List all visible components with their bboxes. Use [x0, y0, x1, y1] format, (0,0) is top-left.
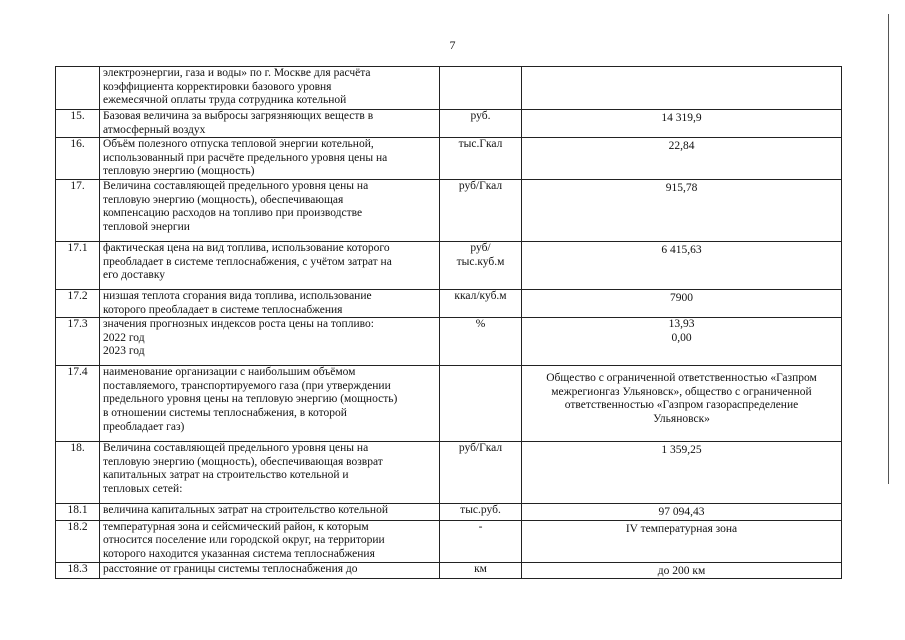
row-description-line: Базовая величина за выбросы загрязняющих веществ в: [103, 110, 374, 122]
row-description: [100, 442, 440, 504]
row-unit: [440, 289, 522, 317]
row-description-line: коэффициента корректировки базового уровня: [103, 80, 332, 93]
row-description: [100, 67, 440, 110]
row-value-line: 13,93: [668, 318, 695, 331]
row-description-line: преобладает газ): [103, 420, 185, 433]
row-unit-line: руб/: [470, 241, 491, 254]
row-value: [522, 318, 842, 366]
row-value: [522, 67, 842, 110]
row-number: 17.1: [56, 241, 100, 289]
row-description: [100, 562, 440, 579]
row-value-line: ответственностью «Газпром газораспределение: [564, 399, 799, 412]
row-value: [522, 138, 842, 180]
row-description: [100, 179, 440, 241]
row-description: [100, 138, 440, 180]
row-value: [522, 110, 842, 138]
row-description-line: расстояние от границы системы теплоснабжения до: [103, 562, 358, 575]
row-number: 17.3: [56, 318, 100, 366]
row-description-line: капитальных затрат на строительство котельной и: [103, 469, 349, 482]
row-unit-line: руб/Гкал: [458, 179, 503, 192]
row-value-line: 97 094,43: [658, 506, 705, 519]
table-row: [56, 289, 842, 317]
row-value: [522, 504, 842, 521]
row-description-line: использованный при расчёте предельного уровня цены на: [103, 151, 388, 164]
page-number: 7: [449, 38, 456, 52]
row-description-line: которого находится указанная система теплоснабжения: [103, 547, 375, 560]
row-unit: [440, 504, 522, 521]
row-description-line: фактическая цена на вид топлива, использование которого: [103, 241, 390, 254]
row-number: 18.3: [56, 562, 100, 579]
row-value: [522, 241, 842, 289]
row-value: [522, 520, 842, 562]
table-row: [56, 520, 842, 562]
row-number: 18.2: [56, 520, 100, 562]
row-description-line: Величина составляющей предельного уровня цены на: [103, 442, 369, 455]
table-row: [56, 504, 842, 521]
table-row: [56, 241, 842, 289]
row-value-line: 14 319,9: [661, 112, 702, 124]
row-description-line: которого преобладает в системе теплоснабжения: [103, 303, 343, 316]
row-description-line: Объём полезного отпуска тепловой энергии котельной,: [103, 138, 374, 151]
row-number: 18.: [56, 442, 100, 504]
row-number: [56, 67, 100, 110]
row-value: [522, 179, 842, 241]
row-unit: [440, 138, 522, 180]
row-description: [100, 241, 440, 289]
row-description-line: его доставку: [103, 269, 166, 282]
row-number: 17.4: [56, 366, 100, 442]
row-description-line: наименование организации с наибольшим объёмом: [103, 366, 356, 379]
row-unit-line: руб.: [470, 110, 491, 122]
row-unit: [440, 110, 522, 138]
table-row: [56, 562, 842, 579]
row-value: [522, 562, 842, 579]
row-description-line: ежемесячной оплаты труда сотрудника котельной: [103, 94, 347, 107]
row-unit: [440, 67, 522, 110]
row-value-line: 915,78: [665, 181, 698, 194]
row-unit-line: ккал/куб.м: [454, 289, 507, 302]
row-number: 18.1: [56, 504, 100, 521]
row-description-line: предельного уровня цены на тепловую энергию (мощность): [103, 393, 398, 406]
row-number: 17.: [56, 179, 100, 241]
row-unit-line: %: [475, 318, 486, 331]
row-value-line: IV температурная зона: [625, 522, 738, 535]
row-unit-line: -: [478, 520, 483, 533]
row-description-line: атмосферный воздух: [103, 123, 206, 136]
row-description: [100, 520, 440, 562]
row-unit-line: руб/Гкал: [458, 442, 503, 455]
row-value: [522, 289, 842, 317]
table-row: [56, 318, 842, 366]
table-row: [56, 138, 842, 180]
row-value-line: Общество с ограниченной ответственностью «Газпром: [546, 372, 817, 385]
row-value-line: 22,84: [668, 140, 695, 153]
table-row: [56, 179, 842, 241]
row-value-line: 6 415,63: [661, 243, 702, 256]
row-description-line: в отношении системы теплоснабжения, в которой: [103, 406, 347, 419]
row-value: [522, 366, 842, 442]
row-unit: [440, 520, 522, 562]
table-row: [56, 442, 842, 504]
row-value-line: межрегионгаз Ульяновск», общество с ограниченной: [551, 385, 812, 398]
row-number: 16.: [56, 138, 100, 180]
row-description-line: относится поселение или городской округ, на территории: [103, 534, 385, 547]
row-unit-line: км: [474, 562, 487, 575]
row-description-line: тепловой энергии: [103, 220, 190, 233]
row-value: [522, 442, 842, 504]
row-description-line: поставляемого, транспортируемого газа (при утверждении: [103, 379, 391, 392]
table-row: [56, 110, 842, 138]
row-description-line: 2022 год: [103, 331, 145, 344]
row-description-line: тепловых сетей:: [103, 482, 183, 495]
row-description: [100, 504, 440, 521]
row-description-line: значения прогнозных индексов роста цены на топливо:: [103, 318, 374, 331]
table-row: [56, 366, 842, 442]
row-description-line: тепловую энергию (мощность), обеспечивающая возврат: [103, 455, 383, 468]
row-number: 15.: [56, 110, 100, 138]
row-description-line: электроэнергии, газа и воды» по г. Москве для расчёта: [103, 67, 371, 79]
row-unit: [440, 366, 522, 442]
row-description: [100, 318, 440, 366]
row-unit: [440, 562, 522, 579]
table-row: [56, 67, 842, 110]
row-description-line: 2023 год: [103, 345, 145, 358]
row-description-line: Величина составляющей предельного уровня цены на: [103, 179, 369, 192]
row-unit: [440, 241, 522, 289]
row-description-line: компенсацию расходов на топливо при производстве: [103, 207, 363, 220]
scan-edge-line: [888, 14, 889, 484]
row-number: 17.2: [56, 289, 100, 317]
row-unit: [440, 318, 522, 366]
row-description: [100, 289, 440, 317]
row-unit: [440, 179, 522, 241]
tariff-parameters-table: [55, 66, 842, 579]
row-description-line: температурная зона и сейсмический район, к которым: [103, 520, 369, 533]
row-description-line: тепловую энергию (мощность), обеспечивающая: [103, 193, 344, 206]
row-description: [100, 110, 440, 138]
row-description: [100, 366, 440, 442]
row-description-line: тепловую энергию (мощность): [103, 165, 255, 178]
row-description-line: величина капитальных затрат на строительство котельной: [103, 504, 388, 517]
row-unit-line: тыс.руб.: [460, 504, 501, 517]
row-value-line: 7900: [670, 291, 693, 304]
row-value-line: 0,00: [671, 331, 692, 344]
row-description-line: преобладает в системе теплоснабжения, с учётом затрат на: [103, 255, 392, 268]
row-value-line: Ульяновск»: [653, 412, 710, 425]
row-value-line: 1 359,25: [661, 444, 702, 457]
row-unit-line: тыс.Гкал: [458, 138, 503, 151]
row-unit-line: тыс.куб.м: [456, 255, 505, 268]
row-value-line: до 200 км: [657, 564, 706, 577]
row-unit: [440, 442, 522, 504]
row-description-line: низшая теплота сгорания вида топлива, использование: [103, 289, 372, 302]
